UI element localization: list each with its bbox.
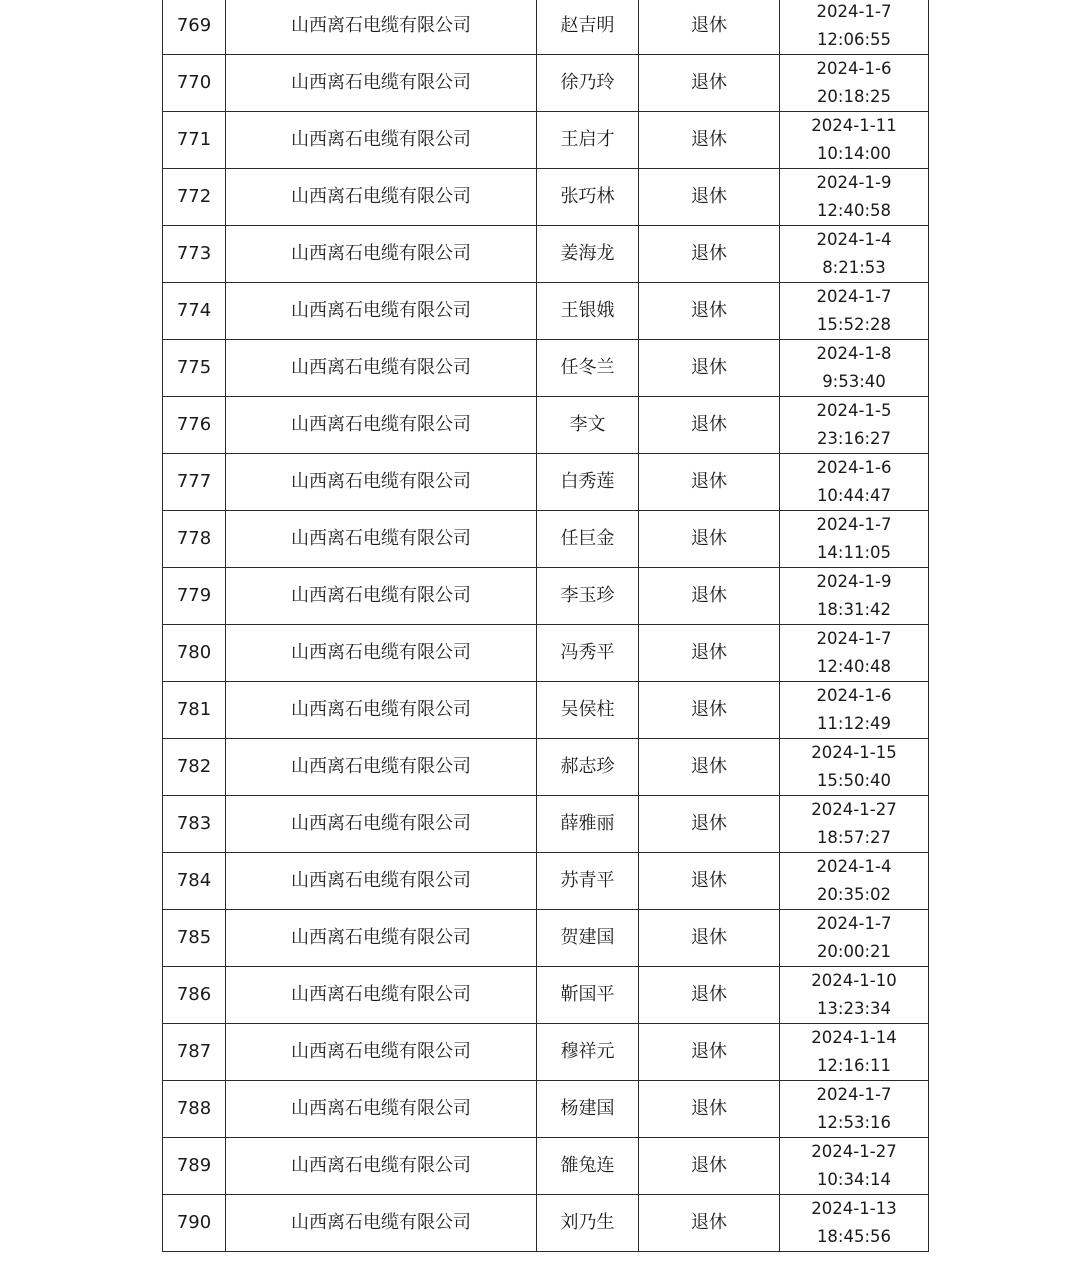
company-cell: 山西离石电缆有限公司 — [226, 1081, 537, 1138]
serial-number-cell: 779 — [163, 568, 226, 625]
date-text: 2024-1-7 — [816, 2, 892, 21]
company-cell: 山西离石电缆有限公司 — [226, 511, 537, 568]
company-cell: 山西离石电缆有限公司 — [226, 682, 537, 739]
datetime-cell — [780, 682, 929, 739]
company-cell: 山西离石电缆有限公司 — [226, 967, 537, 1024]
datetime-cell — [780, 568, 929, 625]
person-name-cell: 王银娥 — [537, 283, 639, 340]
table-row — [163, 910, 929, 967]
person-name-cell: 雒兔连 — [537, 1138, 639, 1195]
status-cell: 退休 — [639, 1195, 780, 1252]
person-name-cell: 贺建国 — [537, 910, 639, 967]
date-text: 2024-1-7 — [816, 287, 892, 306]
status-cell: 退休 — [639, 340, 780, 397]
company-cell: 山西离石电缆有限公司 — [226, 568, 537, 625]
person-name-cell: 吴侯柱 — [537, 682, 639, 739]
datetime-cell — [780, 1195, 929, 1252]
time-text: 12:16:11 — [816, 1056, 892, 1075]
person-name-cell: 苏青平 — [537, 853, 639, 910]
serial-number-cell: 782 — [163, 739, 226, 796]
serial-number-cell: 781 — [163, 682, 226, 739]
company-cell: 山西离石电缆有限公司 — [226, 226, 537, 283]
company-cell: 山西离石电缆有限公司 — [226, 1024, 537, 1081]
table-row — [163, 1024, 929, 1081]
person-name-cell: 杨建国 — [537, 1081, 639, 1138]
date-text: 2024-1-4 — [816, 230, 892, 249]
status-cell: 退休 — [639, 739, 780, 796]
datetime-cell — [780, 1081, 929, 1138]
time-text: 12:40:48 — [816, 657, 892, 676]
date-text: 2024-1-6 — [816, 686, 892, 705]
company-cell: 山西离石电缆有限公司 — [226, 397, 537, 454]
company-cell: 山西离石电缆有限公司 — [226, 169, 537, 226]
person-name-cell: 郝志珍 — [537, 739, 639, 796]
datetime-cell — [780, 0, 929, 55]
company-cell: 山西离石电缆有限公司 — [226, 739, 537, 796]
status-cell: 退休 — [639, 397, 780, 454]
time-text: 14:11:05 — [816, 543, 892, 562]
company-cell: 山西离石电缆有限公司 — [226, 910, 537, 967]
company-cell: 山西离石电缆有限公司 — [226, 1195, 537, 1252]
person-name-cell: 任冬兰 — [537, 340, 639, 397]
time-text: 23:16:27 — [816, 429, 892, 448]
date-text: 2024-1-9 — [816, 572, 892, 591]
serial-number-cell: 790 — [163, 1195, 226, 1252]
serial-number-cell: 773 — [163, 226, 226, 283]
date-text: 2024-1-6 — [816, 458, 892, 477]
status-cell: 退休 — [639, 1081, 780, 1138]
table-row — [163, 397, 929, 454]
time-text: 9:53:40 — [822, 372, 886, 391]
datetime-cell — [780, 1138, 929, 1195]
company-cell: 山西离石电缆有限公司 — [226, 454, 537, 511]
date-text: 2024-1-7 — [816, 1085, 892, 1104]
table-row — [163, 1195, 929, 1252]
date-text: 2024-1-14 — [811, 1028, 897, 1047]
company-cell: 山西离石电缆有限公司 — [226, 340, 537, 397]
date-text: 2024-1-4 — [816, 857, 892, 876]
datetime-cell — [780, 112, 929, 169]
status-cell: 退休 — [639, 1138, 780, 1195]
status-cell: 退休 — [639, 853, 780, 910]
status-cell: 退休 — [639, 55, 780, 112]
status-cell: 退休 — [639, 283, 780, 340]
datetime-cell — [780, 397, 929, 454]
datetime-cell — [780, 796, 929, 853]
person-name-cell: 任巨金 — [537, 511, 639, 568]
datetime-cell — [780, 739, 929, 796]
datetime-cell — [780, 1024, 929, 1081]
serial-number-cell: 780 — [163, 625, 226, 682]
time-text: 18:31:42 — [816, 600, 892, 619]
company-cell: 山西离石电缆有限公司 — [226, 625, 537, 682]
datetime-cell — [780, 226, 929, 283]
table-row — [163, 112, 929, 169]
person-name-cell: 冯秀平 — [537, 625, 639, 682]
date-text: 2024-1-10 — [811, 971, 897, 990]
table-row — [163, 283, 929, 340]
table-row — [163, 682, 929, 739]
serial-number-cell: 771 — [163, 112, 226, 169]
person-name-cell: 王启才 — [537, 112, 639, 169]
table-row — [163, 0, 929, 55]
table-row — [163, 55, 929, 112]
datetime-cell — [780, 910, 929, 967]
datetime-cell — [780, 967, 929, 1024]
time-text: 13:23:34 — [816, 999, 892, 1018]
status-cell: 退休 — [639, 910, 780, 967]
table-row — [163, 625, 929, 682]
serial-number-cell: 788 — [163, 1081, 226, 1138]
serial-number-cell: 783 — [163, 796, 226, 853]
time-text: 10:34:14 — [816, 1170, 892, 1189]
time-text: 20:18:25 — [816, 87, 892, 106]
date-text: 2024-1-7 — [816, 629, 892, 648]
table-row — [163, 169, 929, 226]
serial-number-cell: 772 — [163, 169, 226, 226]
company-cell: 山西离石电缆有限公司 — [226, 1138, 537, 1195]
date-text: 2024-1-15 — [811, 743, 897, 762]
table-row — [163, 739, 929, 796]
table-row — [163, 511, 929, 568]
time-text: 20:00:21 — [816, 942, 892, 961]
datetime-cell — [780, 283, 929, 340]
datetime-cell — [780, 169, 929, 226]
date-text: 2024-1-7 — [816, 914, 892, 933]
date-text: 2024-1-5 — [816, 401, 892, 420]
date-text: 2024-1-11 — [811, 116, 897, 135]
datetime-cell — [780, 55, 929, 112]
table-row — [163, 226, 929, 283]
serial-number-cell: 778 — [163, 511, 226, 568]
status-cell: 退休 — [639, 967, 780, 1024]
time-text: 15:52:28 — [816, 315, 892, 334]
company-cell: 山西离石电缆有限公司 — [226, 112, 537, 169]
serial-number-cell: 789 — [163, 1138, 226, 1195]
date-text: 2024-1-8 — [816, 344, 892, 363]
status-cell: 退休 — [639, 226, 780, 283]
status-cell: 退休 — [639, 0, 780, 55]
status-cell: 退休 — [639, 1024, 780, 1081]
retiree-table — [162, 0, 929, 1252]
datetime-cell — [780, 454, 929, 511]
company-cell: 山西离石电缆有限公司 — [226, 796, 537, 853]
status-cell: 退休 — [639, 454, 780, 511]
time-text: 18:57:27 — [816, 828, 892, 847]
company-cell: 山西离石电缆有限公司 — [226, 283, 537, 340]
date-text: 2024-1-27 — [811, 1142, 897, 1161]
person-name-cell: 白秀莲 — [537, 454, 639, 511]
status-cell: 退休 — [639, 568, 780, 625]
time-text: 12:06:55 — [816, 30, 892, 49]
time-text: 8:21:53 — [822, 258, 886, 277]
company-cell: 山西离石电缆有限公司 — [226, 55, 537, 112]
status-cell: 退休 — [639, 511, 780, 568]
serial-number-cell: 786 — [163, 967, 226, 1024]
time-text: 12:53:16 — [816, 1113, 892, 1132]
serial-number-cell: 774 — [163, 283, 226, 340]
status-cell: 退休 — [639, 796, 780, 853]
person-name-cell: 姜海龙 — [537, 226, 639, 283]
status-cell: 退休 — [639, 682, 780, 739]
serial-number-cell: 785 — [163, 910, 226, 967]
time-text: 10:14:00 — [816, 144, 892, 163]
person-name-cell: 徐乃玲 — [537, 55, 639, 112]
time-text: 20:35:02 — [816, 885, 892, 904]
serial-number-cell: 776 — [163, 397, 226, 454]
date-text: 2024-1-27 — [811, 800, 897, 819]
date-text: 2024-1-6 — [816, 59, 892, 78]
table-row — [163, 1081, 929, 1138]
table-row — [163, 1138, 929, 1195]
datetime-cell — [780, 511, 929, 568]
person-name-cell: 赵吉明 — [537, 0, 639, 55]
status-cell: 退休 — [639, 169, 780, 226]
status-cell: 退休 — [639, 625, 780, 682]
time-text: 15:50:40 — [816, 771, 892, 790]
serial-number-cell: 770 — [163, 55, 226, 112]
serial-number-cell: 787 — [163, 1024, 226, 1081]
person-name-cell: 李玉珍 — [537, 568, 639, 625]
table-row — [163, 967, 929, 1024]
serial-number-cell: 777 — [163, 454, 226, 511]
time-text: 12:40:58 — [816, 201, 892, 220]
person-name-cell: 张巧林 — [537, 169, 639, 226]
person-name-cell: 刘乃生 — [537, 1195, 639, 1252]
company-cell: 山西离石电缆有限公司 — [226, 853, 537, 910]
table-row — [163, 454, 929, 511]
person-name-cell: 李文 — [537, 397, 639, 454]
datetime-cell — [780, 625, 929, 682]
table-row — [163, 853, 929, 910]
serial-number-cell: 784 — [163, 853, 226, 910]
table-row — [163, 796, 929, 853]
table-body — [163, 0, 929, 1252]
company-cell: 山西离石电缆有限公司 — [226, 0, 537, 55]
time-text: 11:12:49 — [816, 714, 892, 733]
serial-number-cell: 769 — [163, 0, 226, 55]
table-row — [163, 340, 929, 397]
time-text: 10:44:47 — [816, 486, 892, 505]
person-name-cell: 穆祥元 — [537, 1024, 639, 1081]
person-name-cell: 薛雅丽 — [537, 796, 639, 853]
table-row — [163, 568, 929, 625]
date-text: 2024-1-9 — [816, 173, 892, 192]
status-cell: 退休 — [639, 112, 780, 169]
date-text: 2024-1-7 — [816, 515, 892, 534]
datetime-cell — [780, 340, 929, 397]
time-text: 18:45:56 — [816, 1227, 892, 1246]
datetime-cell — [780, 853, 929, 910]
person-name-cell: 靳国平 — [537, 967, 639, 1024]
date-text: 2024-1-13 — [811, 1199, 897, 1218]
serial-number-cell: 775 — [163, 340, 226, 397]
